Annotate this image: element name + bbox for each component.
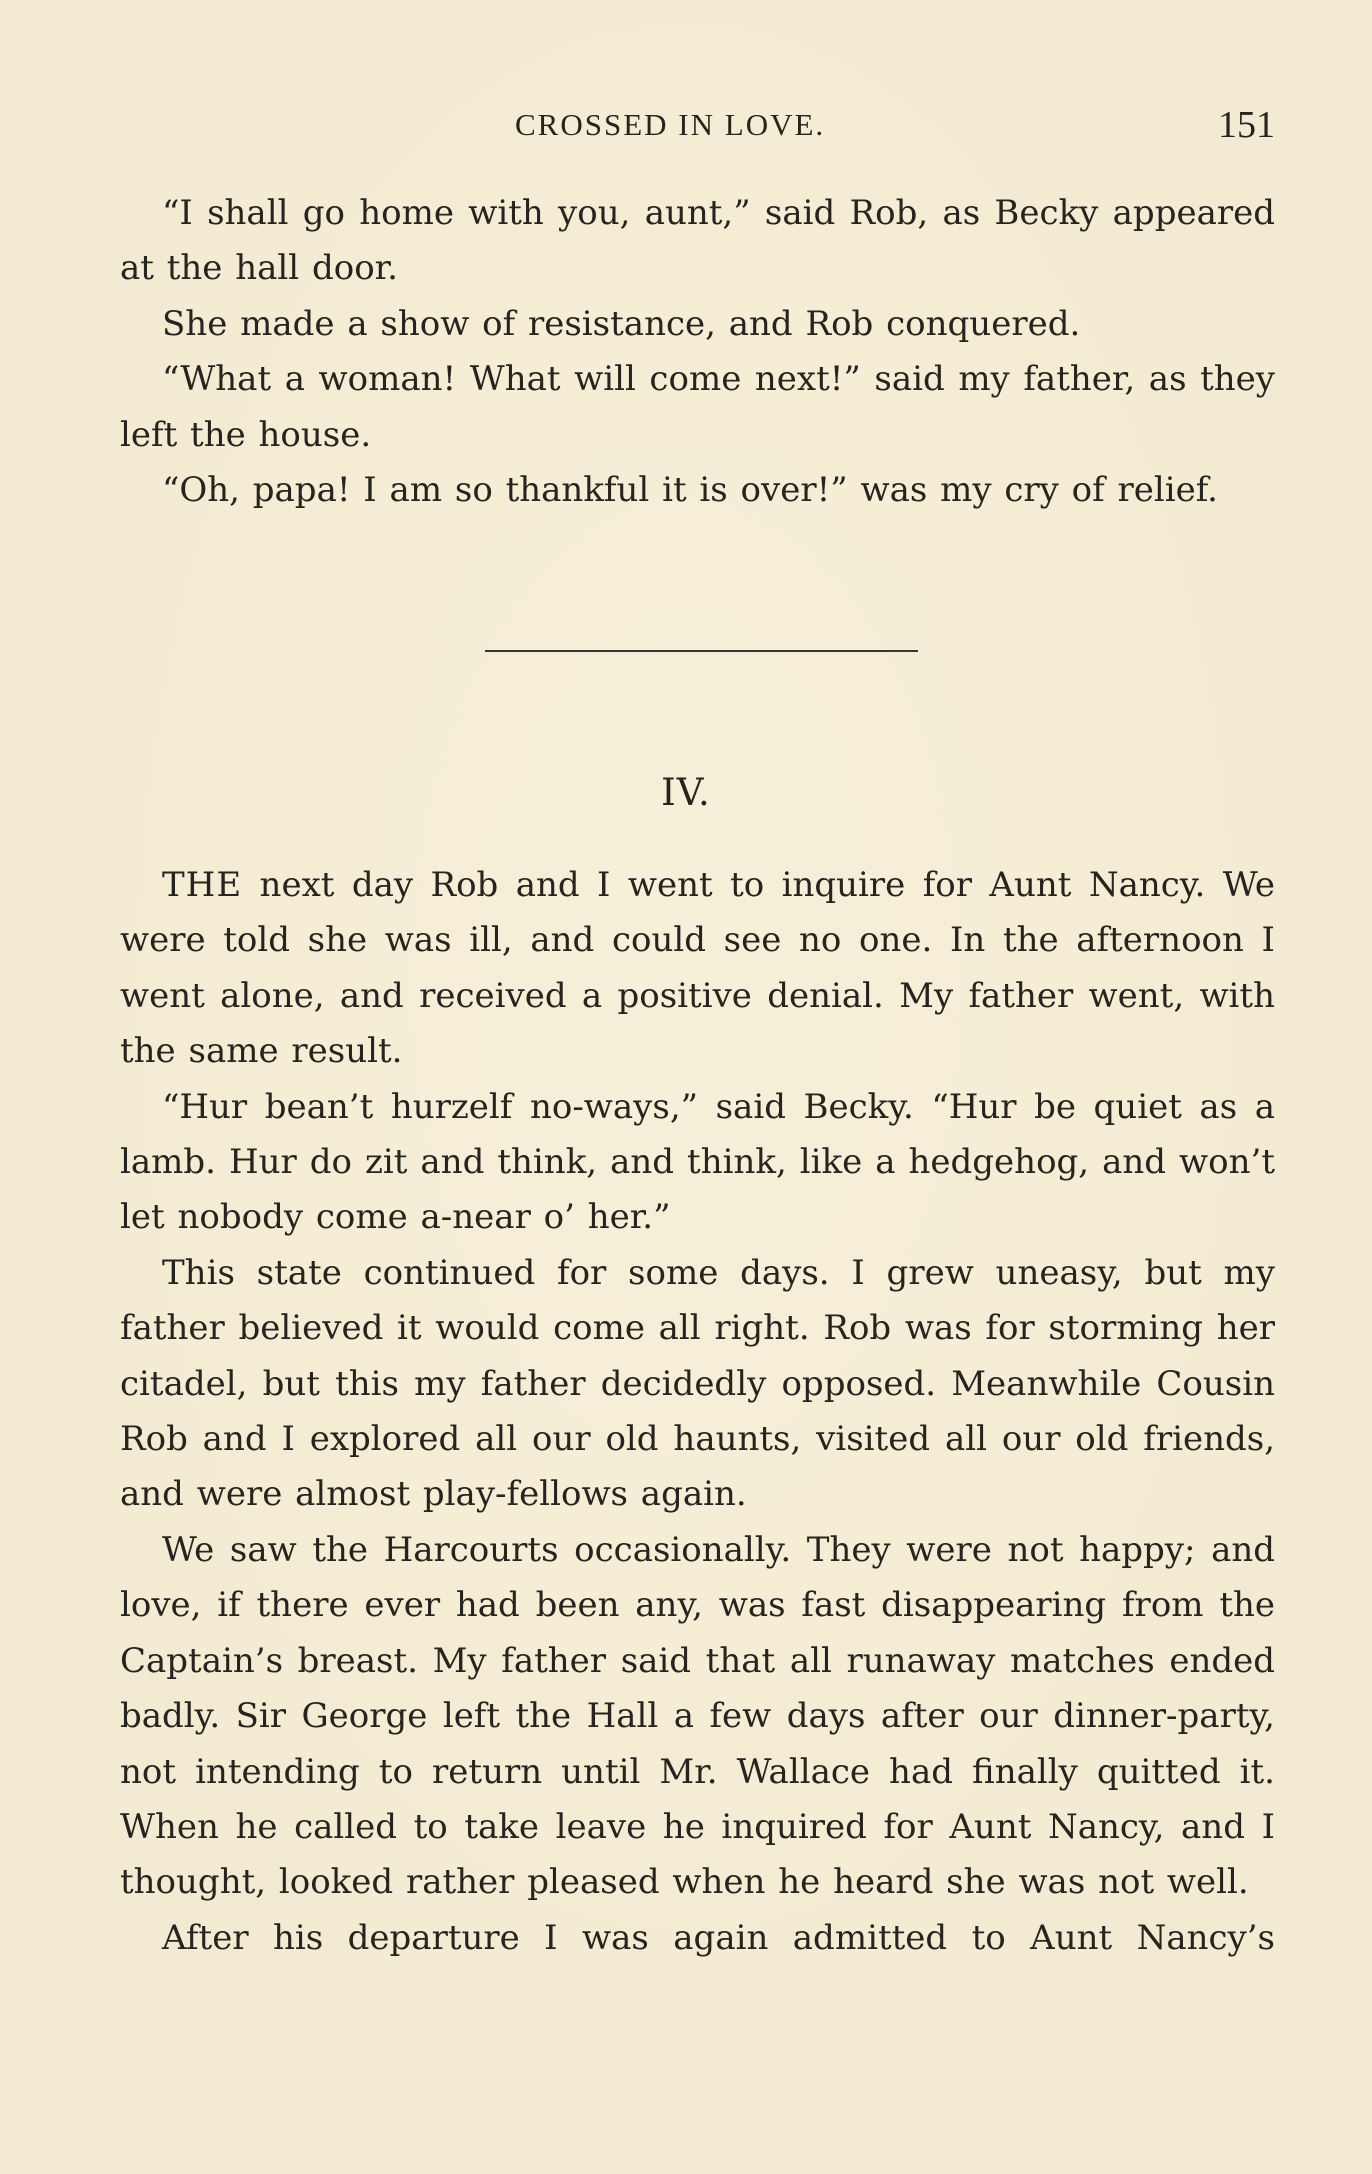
- running-header: [120, 100, 1275, 150]
- paragraph: “What a woman! What will come next!” said my father, as they left the house.: [120, 359, 1275, 455]
- paragraph: This state continued for some days. I grew uneasy, but my father believed it would come all right. Rob was for storming her citadel, but this my father decidedly opposed. Meanwhile Cousin Rob and I explored all our old haunts, visited all our old friends, and were almost play-fellows again.: [120, 1252, 1275, 1515]
- paragraph: She made a show of resistance, and Rob conquered.: [162, 303, 1081, 344]
- text-block-chapter: [120, 858, 1275, 1966]
- paragraph: “I shall go home with you, aunt,” said Rob, as Becky appeared at the hall door.: [120, 193, 1275, 289]
- paragraph-opening: [120, 858, 1275, 1080]
- running-title: CROSSED IN LOVE.: [515, 107, 826, 142]
- page-number: 151: [1218, 104, 1275, 146]
- paragraph-continued: After his departure I was again admitted to Aunt Nancy’s: [162, 1917, 1275, 1958]
- opening-word: THE: [162, 865, 243, 905]
- paragraph: We saw the Harcourts occasionally. They were not happy; and love, if there ever had been any, was fast disappearing from the Captain’s breast. My father said that all runaway matches ended badly. Sir George left the Hall a few days after our dinner-party, not intending to return until Mr. Wallace had finally quitted it. When he called to take leave he inquired for Aunt Nancy, and I thought, looked rather pleased when he heard she was not well.: [120, 1529, 1275, 1903]
- paragraph: “Oh, papa! I am so thankful it is over!” was my cry of relief.: [162, 470, 1218, 511]
- paragraph: “Hur bean’t hurzelf no-ways,” said Becky. “Hur be quiet as a lamb. Hur do zit and think, and think, like a hedgehog, and won’t let nobody come a-near o’ her.”: [120, 1086, 1275, 1238]
- text-block-top: [120, 186, 1275, 518]
- chapter-number: IV.: [661, 771, 711, 814]
- section-divider-rule: [485, 650, 918, 652]
- opening-paragraph-text: next day Rob and I went to inquire for Aunt Nancy. We were told she was ill, and could see no one. In the afternoon I went alone, and received a positive denial. My father went, with the same result.: [120, 865, 1275, 1072]
